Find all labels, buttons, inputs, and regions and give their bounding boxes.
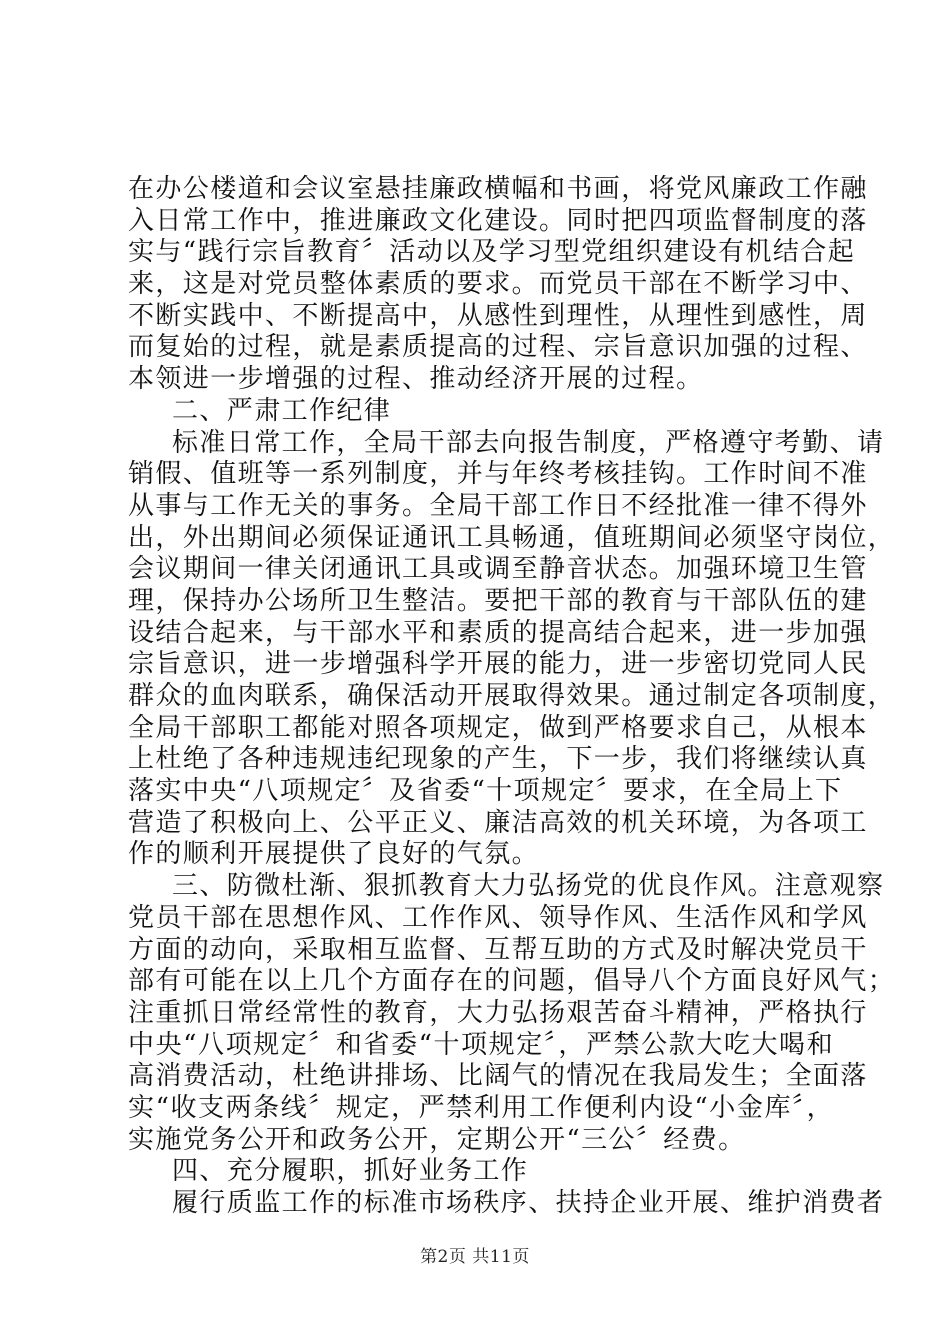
text-line: 落实中央“八项规定〞及省委“十项规定〞要求，在全局上下 (128, 776, 843, 807)
text-line: 上杜绝了各种违规违纪现象的产生，下一步，我们将继续认真 (128, 744, 868, 775)
text-line: 不断实践中、不断提高中，从感性到理性，从理性到感性，周 (128, 300, 868, 331)
text-line: 实“收支两条线〞规定，严禁利用工作便利内设“小金库〞， (128, 1092, 834, 1123)
text-line: 方面的动向，采取相互监督、互帮互助的方式及时解决党员干 (128, 934, 868, 965)
text-line: 而复始的过程，就是素质提高的过程、宗旨意识加强的过程、 (128, 332, 868, 363)
text-line: 注重抓日常经常性的教育，大力弘扬艰苦奋斗精神，严格执行 (128, 997, 868, 1028)
page-number-footer: 第2页 共11页 (420, 1247, 530, 1267)
text-line: 作的顺利开展提供了良好的气氛。 (128, 839, 540, 870)
text-line: 实与“践行宗旨教育〞活动以及学习型党组织建设有机结合起 (128, 237, 856, 268)
section-heading: 二、严肃工作纪律 (172, 395, 392, 426)
text-line: 宗旨意识，进一步增强科学开展的能力，进一步密切党同人民 (128, 649, 868, 680)
text-line: 全局干部职工都能对照各项规定，做到严格要求自己，从根本 (128, 712, 868, 743)
text-line: 会议期间一律关闭通讯工具或调至静音状态。加强环境卫生管 (128, 554, 868, 585)
text-line: 入日常工作中，推进廉政文化建设。同时把四项监督制度的落 (128, 205, 868, 236)
text-line: 来，这是对党员整体素质的要求。而党员干部在不断学习中、 (128, 269, 868, 300)
text-line: 本领进一步增强的过程、推动经济开展的过程。 (128, 364, 704, 395)
text-line: 中央“八项规定〞和省委“十项规定〞，严禁公款大吃大喝和 (128, 1029, 834, 1060)
text-line: 党员干部在思想作风、工作作风、领导作风、生活作风和学风 (128, 902, 868, 933)
text-line: 出，外出期间必须保证通讯工具畅通，值班期间必须坚守岗位， (128, 522, 896, 553)
section-heading: 三、防微杜渐、狠抓教育大力弘扬党的优良作风。注意观察 (172, 871, 885, 902)
text-line: 高消费活动，杜绝讲排场、比阔气的情况在我局发生；全面落 (128, 1061, 868, 1092)
text-line: 设结合起来，与干部水平和素质的提高结合起来，进一步加强 (128, 617, 868, 648)
text-line: 营造了积极向上、公平正义、廉洁高效的机关环境，为各项工 (128, 807, 868, 838)
document-body (128, 174, 896, 1220)
text-line: 从事与工作无关的事务。全局干部工作日不经批准一律不得外 (128, 490, 868, 521)
text-line: 销假、值班等一系列制度，并与年终考核挂钩。工作时间不准 (128, 459, 868, 490)
text-line: 理，保持办公场所卫生整洁。要把干部的教育与干部队伍的建 (128, 585, 868, 616)
text-line: 实施党务公开和政务公开，定期公开“三公〞经费。 (128, 1124, 746, 1155)
text-line: 标准日常工作，全局干部去向报告制度，严格遵守考勤、请 (172, 427, 885, 458)
text-line: 群众的血肉联系，确保活动开展取得效果。通过制定各项制度， (128, 681, 896, 711)
text-line: 履行质监工作的标准市场秩序、扶持企业开展、维护消费者 (172, 1188, 885, 1218)
text-line: 在办公楼道和会议室悬挂廉政横幅和书画，将党风廉政工作融 (128, 174, 868, 204)
section-heading: 四、充分履职，抓好业务工作 (172, 1156, 529, 1187)
text-line: 部有可能在以上几个方面存在的问题，倡导八个方面良好风气； (128, 966, 896, 997)
